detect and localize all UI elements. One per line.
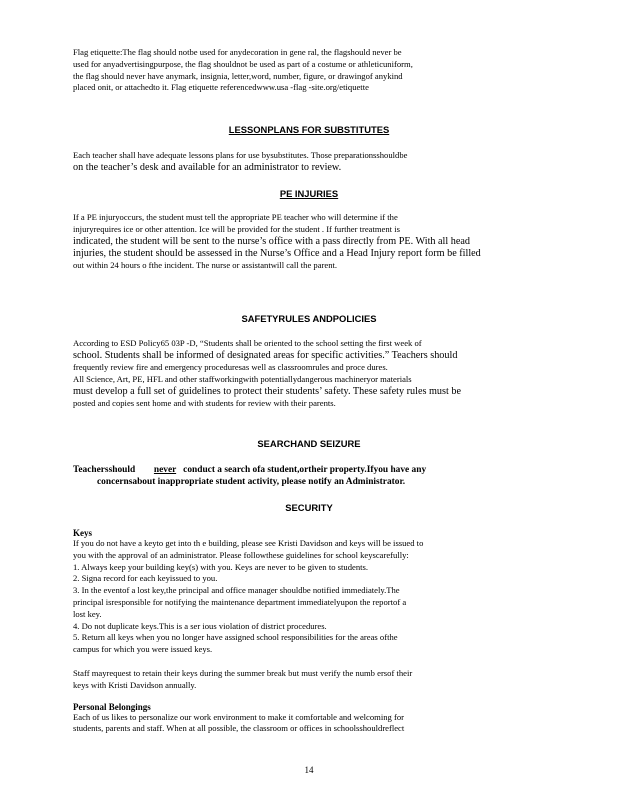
security-section	[73, 528, 547, 735]
staff-keys-line: Staff mayrequest to retain their keys during the summer break but must verify the numb ersof their	[73, 667, 413, 678]
security-heading	[0, 502, 618, 513]
search-line	[73, 464, 547, 476]
belongings-line: Each of us likes to personalize our work environment to make it comfortable and welcoming for	[73, 711, 404, 722]
pe-injuries-line: If a PE injuryoccurs, the student must tell the appropriate PE teacher who will determine if the	[73, 212, 398, 222]
keys-line: 4. Do not duplicate keys.This is a ser ious violation of district procedures.	[73, 620, 327, 631]
personal-belongings-subheading: Personal Belongings	[73, 701, 151, 712]
safety-line: posted and copies sent home and with students for review with their parents.	[73, 397, 336, 408]
search-line-rest: conduct a search ofa student,ortheir property.Ifyou have any	[183, 465, 427, 475]
lesson-plans-heading	[0, 124, 618, 135]
keys-line: you with the approval of an administrator. Please followthese guidelines for school keyscarefully:	[73, 549, 409, 560]
staff-keys-line: keys with Kristi Davidson annually.	[73, 679, 197, 690]
keys-line: campus for which you were issued keys.	[73, 644, 213, 655]
safety-line: frequently review fire and emergency proceduresas well as classroomrules and proce dures.	[73, 362, 388, 372]
pe-injuries-heading-text: PE INJURIES	[279, 188, 339, 199]
safety-rules-heading	[0, 313, 618, 324]
flag-etiquette-paragraph	[73, 47, 547, 94]
keys-line: lost key.	[73, 608, 102, 619]
pe-injuries-heading	[0, 188, 618, 199]
search-line: concernsabout inappropriate student activity, please notify an Administrator.	[97, 477, 406, 487]
lesson-plans-heading-text: LESSONPLANS FOR SUBSTITUTES	[228, 124, 390, 135]
keys-subheading: Keys	[73, 528, 92, 538]
keys-line: 5. Return all keys when you no longer have assigned school responsibilities for the areas ofthe	[73, 632, 398, 643]
safety-rules-paragraph	[73, 338, 547, 410]
flag-line: the flag should never have anymark, insignia, letter,word, number, figure, or drawingof anykind	[73, 70, 403, 81]
safety-rules-heading-text: SAFETYRULES ANDPOLICIES	[241, 313, 377, 324]
pe-injuries-line: injuries, the student should be assessed in the Nurse’s Office and a Head Injury report form be filled	[73, 247, 481, 259]
belongings-line: students, parents and staff. When at all possible, the classroom or offices in schoolsshouldreflect	[73, 723, 405, 734]
search-seizure-heading-text: SEARCHAND SEIZURE	[257, 438, 361, 449]
page-number: 14	[304, 765, 314, 775]
safety-line: school. Students shall be informed of designated areas for specific activities.” Teachers should	[73, 349, 458, 361]
keys-line: 2. Signa record for each keyissued to you.	[73, 573, 218, 584]
search-seizure-paragraph	[73, 464, 547, 488]
pe-injuries-paragraph	[73, 212, 547, 272]
keys-line: 3. In the eventof a lost key,the principal and office manager shouldbe notified immediately.The	[73, 585, 400, 596]
keys-line: principal isresponsible for notifying the maintenance department immediatelyupon the reportof a	[73, 596, 407, 607]
search-never-word: never	[153, 465, 177, 475]
flag-line: Flag etiquette:The flag should notbe used for anydecoration in gene ral, the flagshould never be	[73, 47, 402, 57]
safety-line: All Science, Art, PE, HFL and other staffworkingwith potentiallydangerous machineryor materials	[73, 373, 412, 384]
flag-line: placed onit, or attachedto it. Flag etiquette referencedwww.usa -flag -site.org/etiquette	[73, 82, 369, 93]
lesson-plans-line: on the teacher’s desk and available for an administrator to review.	[73, 161, 342, 173]
safety-line: must develop a full set of guidelines to protect their students’ safety. These safety rules must be	[73, 385, 461, 397]
lesson-plans-paragraph	[73, 150, 547, 174]
pe-injuries-line: injuryrequires ice or other attention. Ice will be provided for the student . If further treatment is	[73, 223, 400, 234]
safety-line: According to ESD Policy65 03P -D, “Students shall be oriented to the school setting the first week of	[73, 338, 422, 348]
keys-line: If you do not have a keyto get into th e building, please see Kristi Davidson and keys will be issued to	[73, 538, 424, 548]
pe-injuries-line: out within 24 hours o fthe incident. The nurse or assistantwill call the parent.	[73, 260, 338, 270]
flag-line: used for anyadvertisingpurpose, the flag shouldnot be used as part of a costume or athleticuniform,	[73, 58, 413, 69]
search-line-start: Teachersshould	[73, 465, 136, 475]
search-seizure-heading	[0, 438, 618, 449]
keys-line: 1. Always keep your building key(s) with you. Keys are never to be given to students.	[73, 561, 368, 572]
security-heading-text: SECURITY	[285, 502, 333, 513]
pe-injuries-line: indicated, the student will be sent to the nurse’s office with a pass directly from PE. With all head	[73, 235, 470, 247]
lesson-plans-line: Each teacher shall have adequate lessons plans for use bysubstitutes. Those preparationsshouldbe	[73, 150, 408, 160]
